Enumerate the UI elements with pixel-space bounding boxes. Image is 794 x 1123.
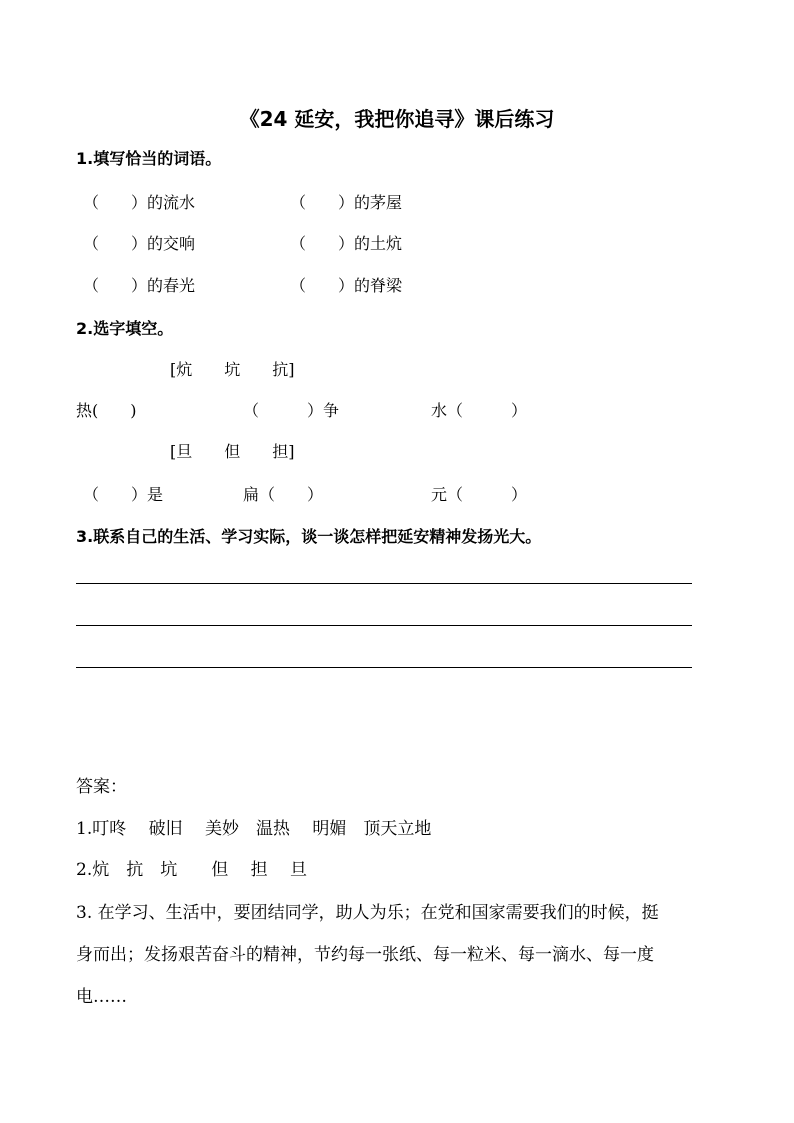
- answer-3-line-2: 身而出；发扬艰苦奋斗的精神，节约每一张纸、每一粒米、每一滴水、每一度: [76, 945, 654, 965]
- q1-row-1-right: （ ）的茅屋: [290, 193, 403, 212]
- page-title: 《24 延安，我把你追寻》课后练习: [239, 107, 555, 131]
- q2-group-1-blank-1: 热( ): [76, 401, 137, 420]
- answer-line-1: [76, 583, 692, 584]
- answer-line-2: [76, 625, 692, 626]
- question-1-heading: 1.填写恰当的词语。: [76, 149, 222, 168]
- q1-row-3-right: （ ）的脊梁: [290, 276, 403, 295]
- answer-1: 1.叮咚 破旧 美妙 温热 明媚 顶天立地: [76, 819, 432, 839]
- q1-row-2-right: （ ）的土炕: [290, 234, 403, 253]
- answer-2: 2.炕 抗 坑 但 担 旦: [76, 860, 308, 880]
- q2-group-1-blank-3: 水（ ）: [431, 401, 528, 420]
- q1-row-3-left: （ ）的春光: [83, 276, 196, 295]
- q2-group-2-blank-3: 元（ ）: [431, 485, 528, 504]
- q1-row-1-left: （ ）的流水: [83, 193, 196, 212]
- q2-group-1-options: [炕 坑 抗]: [170, 360, 295, 379]
- question-2-heading: 2.选字填空。: [76, 319, 174, 338]
- answer-3-line-1: 3. 在学习、生活中，要团结同学，助人为乐；在党和国家需要我们的时候，挺: [76, 903, 659, 923]
- q2-group-2-blank-1: （ ）是: [83, 485, 164, 504]
- answers-label: 答案：: [76, 777, 127, 797]
- q2-group-2-options: [旦 但 担]: [170, 442, 295, 461]
- answer-3-line-3: 电……: [76, 987, 127, 1007]
- q1-row-2-left: （ ）的交响: [83, 234, 196, 253]
- question-3-heading: 3.联系自己的生活、学习实际，谈一谈怎样把延安精神发扬光大。: [76, 527, 542, 546]
- answer-line-3: [76, 667, 692, 668]
- q2-group-2-blank-2: 扁（ ）: [243, 485, 324, 504]
- q2-group-1-blank-2: （ ）争: [243, 401, 340, 420]
